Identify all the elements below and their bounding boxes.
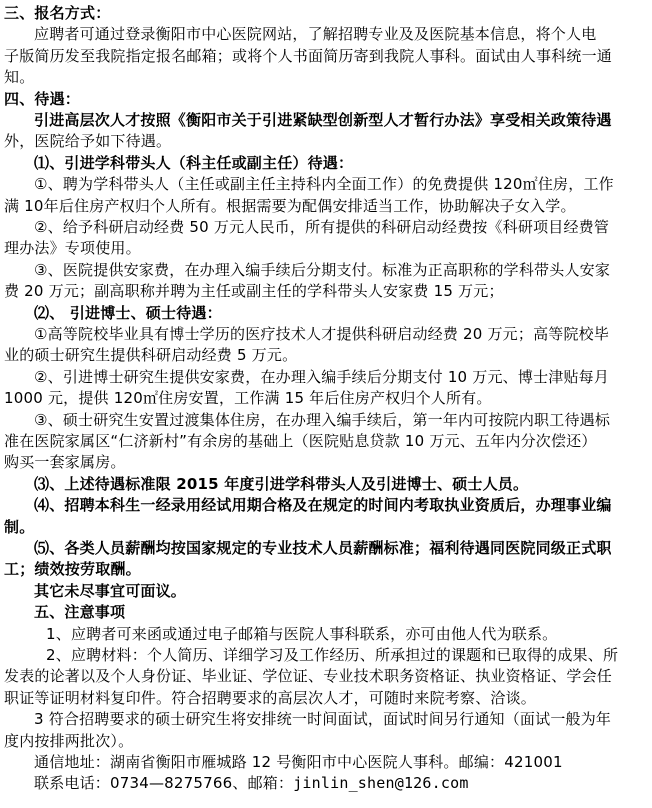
subsection-2-item-3-line-2: 准在医院家属区“仁济新村”有余房的基础上（医院贴息贷款 10 万元、五年内分次偿还） xyxy=(4,432,597,450)
subsection-2-item-2-line-2: 1000 元，提供 120㎡住房安置，工作满 15 年后住房产权归个人所有。 xyxy=(4,389,492,408)
section-3-heading: 三、报名方式： xyxy=(4,4,111,22)
section-3-text-line-3: 知。 xyxy=(4,68,35,87)
contact-email-link[interactable]: jinlin_shen@126.com xyxy=(293,774,469,793)
subsection-3-text: ⑶、上述待遇标准限 2015 年度引进学科带头人及引进博士、硕士人员。 xyxy=(34,474,529,493)
subsection-4-line-2: 制。 xyxy=(4,517,35,536)
note-2-line-3: 职证等证明材料复印件。符合招聘要求的高层次人才，可随时来院考察、洽谈。 xyxy=(4,688,537,707)
subsection-1-item-2-line-2: 理办法》专项使用。 xyxy=(4,239,141,258)
subsection-5-line-2: 工；绩效按劳取酬。 xyxy=(4,560,141,579)
subsection-1-item-1-line-2: 满 10年后住房产权归个人所有。根据需要为配偶安排适当工作，协助解决子女入学。 xyxy=(4,196,576,215)
section-3-text-line-1: 应聘者可通过登录衡阳市中心医院网站，了解招聘专业及及医院基本信息，将个人电 xyxy=(34,25,597,44)
subsection-2-item-3-line-1: ③、硕士研究生安置过渡集体住房，在办理入编手续后，第一年内可按院内职工待遇标 xyxy=(34,410,611,429)
subsection-1-item-2-line-1: ②、给予科研启动经费 50 万元人民币，所有提供的科研启动经费按《科研项目经费管 xyxy=(34,218,610,236)
note-2-line-2: 发表的论著以及个人身份证、毕业证、学位证、专业技术职务资格证、执业资格证、学会任 xyxy=(4,667,613,686)
subsection-4-line-1: ⑷、招聘本科生一经录用经试用期合格及在规定的时间内考取执业资质后，办理事业编 xyxy=(34,496,612,515)
subsection-1-item-3-line-2: 费 20 万元；副高职称并聘为主任或副主任的学科带头人安家费 15 万元； xyxy=(4,282,504,301)
note-1: 1、应聘者可来函或通过电子邮箱与医院人事科联系，亦可由他人代为联系。 xyxy=(46,624,558,643)
note-2-line-1: 2、应聘材料：个人简历、详细学习及工作经历、所承担过的课题和已取得的成果、所 xyxy=(46,646,619,664)
subsection-2-heading: ⑵、 引进博士、硕士待遇： xyxy=(34,303,222,322)
subsection-2-item-1-line-1: ①高等院校毕业具有博士学历的医疗技术人才提供科研启动经费 20 万元；高等院校毕 xyxy=(34,325,610,343)
mailing-address: 通信地址：湖南省衡阳市雁城路 12 号衡阳市中心医院人事科。邮编：421001 xyxy=(34,753,563,771)
note-3-line-1: 3 符合招聘要求的硕士研究生将安排统一时间面试，面试时间另行通知（面试一般为年 xyxy=(34,710,612,729)
section-5-heading: 五、注意事项 xyxy=(34,603,126,622)
contact-line xyxy=(34,772,469,794)
subsection-1-item-3-line-1: ③、医院提供安家费，在办理入编手续后分期支付。标准为正高职称的学科带头人安家 xyxy=(34,260,611,279)
section-4-heading: 四、待遇： xyxy=(4,89,81,108)
subsection-2-item-1-line-2: 业的硕士研究生提供科研启动经费 5 万元。 xyxy=(4,346,298,365)
subsection-2-item-3-line-3: 购买一套家属房。 xyxy=(4,453,126,472)
section-3-text-line-2: 子版简历发至我院指定报名邮箱；或将个人书面简历寄到我院人事科。面试由人事科统一通 xyxy=(4,46,613,65)
subsection-1-item-1-line-1: ①、聘为学科带头人（主任或副主任主持科内全面工作）的免费提供 120㎡住房，工作 xyxy=(34,175,614,194)
section-4-intro-line-2: 外，医院给予如下待遇。 xyxy=(4,132,172,151)
subsection-1-heading: ⑴、引进学科带头人（科主任或副主任）待遇： xyxy=(34,153,354,172)
subsection-2-item-2-line-1: ②、引进博士研究生提供安家费，在办理入编手续后分期支付 10 万元、博士津贴每月 xyxy=(34,367,610,386)
note-3-line-2: 度内按排两批次）。 xyxy=(4,731,134,750)
section-4-intro-line-1: 引进高层次人才按照《衡阳市关于引进紧缺型创新型人才暂行办法》享受相关政策待遇 xyxy=(34,111,612,129)
contact-phone-label: 联系电话：0734—8275766、邮箱： xyxy=(34,774,294,793)
other-matters-note: 其它未尽事宜可面议。 xyxy=(34,581,187,600)
subsection-5-line-1: ⑸、各类人员薪酬均按国家规定的专业技术人员薪酬标准；福利待遇同医院同级正式职 xyxy=(34,539,612,557)
